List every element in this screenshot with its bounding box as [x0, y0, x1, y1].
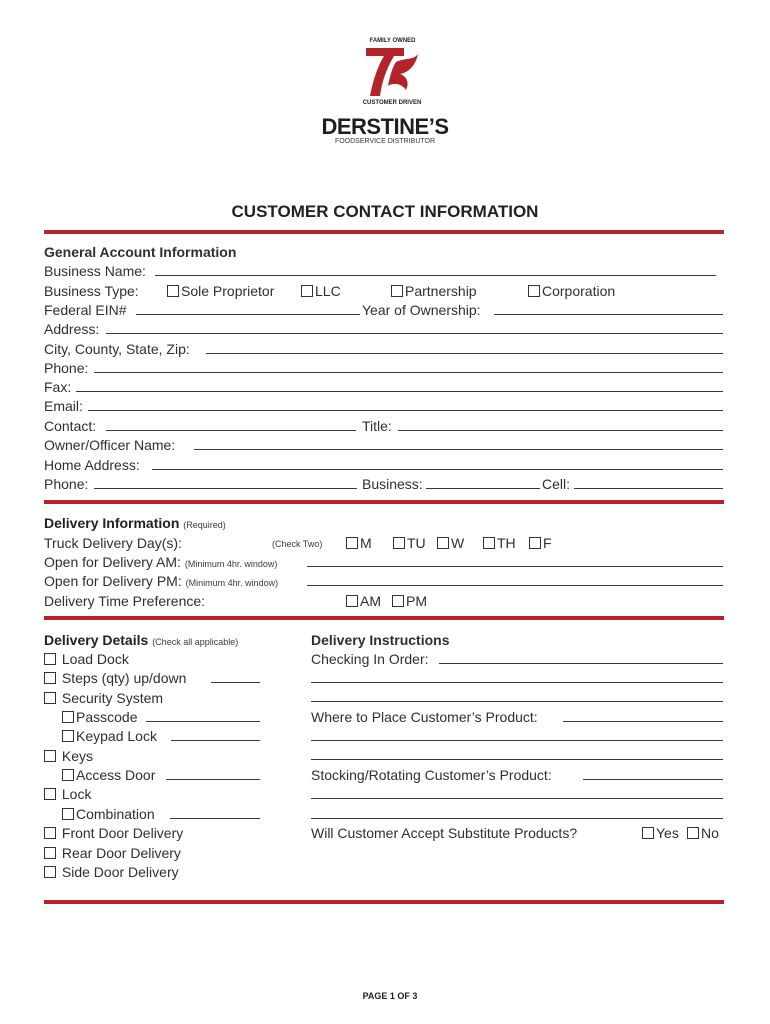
fax-field[interactable]: [76, 391, 723, 392]
city-label: City, County, State, Zip:: [44, 341, 190, 357]
detail-passcode[interactable]: Passcode: [62, 709, 137, 725]
detail-keypad[interactable]: Keypad Lock: [62, 728, 157, 744]
delivery-heading-row: [44, 515, 226, 533]
logo-subtitle: FOODSERVICE DISTRIBUTOR: [334, 138, 436, 145]
owner-field[interactable]: [194, 449, 723, 450]
open-pm-field[interactable]: [307, 585, 723, 586]
phone-label: Phone:: [44, 360, 89, 376]
stocking-field-2[interactable]: [311, 798, 723, 799]
checkbox-icon[interactable]: [642, 827, 654, 839]
logo-brand: DERSTINE’S: [321, 114, 449, 139]
logo-d-mark-icon: [360, 44, 424, 100]
contact-field[interactable]: [106, 430, 356, 431]
business-type-sole-proprietor[interactable]: Sole Proprietor: [167, 283, 274, 299]
detail-combination[interactable]: Combination: [62, 806, 155, 822]
combination-field[interactable]: [170, 818, 260, 819]
year-of-ownership-label: Year of Ownership:: [362, 302, 481, 318]
checkbox-icon[interactable]: [391, 285, 403, 297]
time-pref-am[interactable]: AM: [346, 593, 381, 609]
checkbox-icon[interactable]: [301, 285, 313, 297]
phone2-field[interactable]: [94, 488, 357, 489]
checking-field-2[interactable]: [311, 682, 723, 683]
day-th[interactable]: TH: [483, 535, 516, 551]
checkbox-icon[interactable]: [483, 537, 495, 549]
day-w[interactable]: W: [437, 535, 464, 551]
title-field[interactable]: [398, 430, 723, 431]
checkbox-icon[interactable]: [346, 537, 358, 549]
divider: [44, 500, 724, 504]
business-type-llc[interactable]: LLC: [301, 283, 341, 299]
checkbox-icon[interactable]: [62, 769, 74, 781]
details-heading-row: [44, 632, 238, 650]
home-address-label: Home Address:: [44, 457, 140, 473]
detail-side-door[interactable]: Side Door Delivery: [44, 864, 179, 880]
detail-lock[interactable]: Lock: [44, 786, 91, 802]
window-note: (Minimum 4hr. window): [184, 559, 278, 569]
where-field-3[interactable]: [311, 759, 723, 760]
instructions-heading: Delivery Instructions: [311, 632, 450, 648]
checkbox-icon[interactable]: [167, 285, 179, 297]
day-f[interactable]: F: [529, 535, 552, 551]
where-field-2[interactable]: [311, 740, 723, 741]
checkbox-icon[interactable]: [44, 692, 56, 704]
divider: [44, 900, 724, 904]
fax-label: Fax:: [44, 379, 72, 395]
logo-tagline-bottom: CUSTOMER DRIVEN: [362, 100, 422, 106]
email-field[interactable]: [88, 410, 723, 411]
checkbox-icon[interactable]: [44, 653, 56, 665]
page-title: CUSTOMER CONTACT INFORMATION: [231, 202, 539, 221]
day-m[interactable]: M: [346, 535, 372, 551]
detail-rear-door[interactable]: Rear Door Delivery: [44, 845, 181, 861]
detail-steps[interactable]: Steps (qty) up/down: [44, 670, 186, 686]
open-am-row: [44, 554, 277, 572]
checking-label: Checking In Order:: [311, 651, 429, 667]
city-field[interactable]: [206, 353, 723, 354]
checkbox-icon[interactable]: [393, 537, 405, 549]
substitute-label: Will Customer Accept Substitute Products?: [311, 825, 578, 841]
email-label: Email:: [44, 398, 83, 414]
detail-load-dock[interactable]: Load Dock: [44, 651, 129, 667]
business-name-field[interactable]: [155, 275, 716, 276]
business-name-label: Business Name:: [44, 263, 146, 279]
steps-field[interactable]: [211, 682, 260, 683]
checkbox-icon[interactable]: [62, 711, 74, 723]
access-door-field[interactable]: [166, 779, 260, 780]
keypad-field[interactable]: [171, 740, 260, 741]
day-tu[interactable]: TU: [393, 535, 426, 551]
checking-field[interactable]: [439, 663, 723, 664]
delivery-heading: Delivery Information: [44, 515, 180, 531]
checkbox-icon[interactable]: [44, 788, 56, 800]
checkbox-icon[interactable]: [44, 672, 56, 684]
checkbox-icon[interactable]: [346, 595, 358, 607]
contact-label: Contact:: [44, 418, 97, 434]
checkbox-icon[interactable]: [528, 285, 540, 297]
business-phone-field[interactable]: [426, 488, 540, 489]
business-phone-label: Business:: [362, 476, 423, 492]
owner-label: Owner/Officer Name:: [44, 437, 176, 453]
year-of-ownership-field[interactable]: [494, 314, 723, 315]
phone2-label: Phone:: [44, 476, 89, 492]
detail-keys[interactable]: Keys: [44, 748, 93, 764]
time-pref-pm[interactable]: PM: [392, 593, 427, 609]
cell-field[interactable]: [574, 488, 723, 489]
detail-security[interactable]: Security System: [44, 690, 163, 706]
address-field[interactable]: [106, 333, 723, 334]
logo-tagline-top: FAMILY OWNED: [369, 38, 416, 44]
stocking-label: Stocking/Rotating Customer’s Product:: [311, 767, 552, 783]
stocking-field[interactable]: [583, 779, 723, 780]
check-two-note: (Check Two): [272, 539, 323, 549]
checkbox-icon[interactable]: [44, 847, 56, 859]
federal-ein-label: Federal EIN#: [44, 302, 127, 318]
checking-field-3[interactable]: [311, 701, 723, 702]
time-pref-label: Delivery Time Preference:: [44, 593, 206, 609]
truck-days-label: Truck Delivery Day(s):: [44, 535, 182, 551]
address-label: Address:: [44, 321, 100, 337]
title-label: Title:: [362, 418, 392, 434]
divider: [44, 616, 724, 620]
checkbox-icon[interactable]: [44, 866, 56, 878]
checkbox-icon[interactable]: [687, 827, 699, 839]
open-am-field[interactable]: [307, 566, 723, 567]
stocking-field-3[interactable]: [311, 818, 723, 819]
open-pm-row: [44, 573, 278, 591]
checkbox-icon[interactable]: [62, 808, 74, 820]
checkbox-icon[interactable]: [44, 827, 56, 839]
checkbox-icon[interactable]: [44, 750, 56, 762]
detail-access-door[interactable]: Access Door: [62, 767, 155, 783]
checkbox-icon[interactable]: [392, 595, 404, 607]
window-note: (Minimum 4hr. window): [185, 578, 279, 588]
page-number: PAGE 1 OF 3: [362, 991, 418, 1001]
where-label: Where to Place Customer’s Product:: [311, 709, 538, 725]
where-field[interactable]: [563, 721, 723, 722]
general-heading: General Account Information: [44, 244, 237, 260]
details-heading: Delivery Details: [44, 632, 149, 648]
checkbox-icon[interactable]: [62, 730, 74, 742]
home-address-field[interactable]: [152, 469, 723, 470]
substitute-yes[interactable]: Yes: [642, 825, 679, 841]
details-note: (Check all applicable): [152, 637, 239, 647]
business-type-corporation[interactable]: Corporation: [528, 283, 615, 299]
passcode-field[interactable]: [146, 721, 260, 722]
substitute-no[interactable]: No: [687, 825, 719, 841]
open-pm-label: Open for Delivery PM:: [44, 573, 182, 589]
divider: [44, 230, 724, 234]
required-note: (Required): [183, 520, 226, 530]
cell-label: Cell:: [542, 476, 571, 492]
detail-front-door[interactable]: Front Door Delivery: [44, 825, 183, 841]
federal-ein-field[interactable]: [136, 314, 360, 315]
checkbox-icon[interactable]: [437, 537, 449, 549]
open-am-label: Open for Delivery AM:: [44, 554, 181, 570]
phone-field[interactable]: [94, 372, 723, 373]
checkbox-icon[interactable]: [529, 537, 541, 549]
business-type-partnership[interactable]: Partnership: [391, 283, 477, 299]
business-type-label: Business Type:: [44, 283, 139, 299]
